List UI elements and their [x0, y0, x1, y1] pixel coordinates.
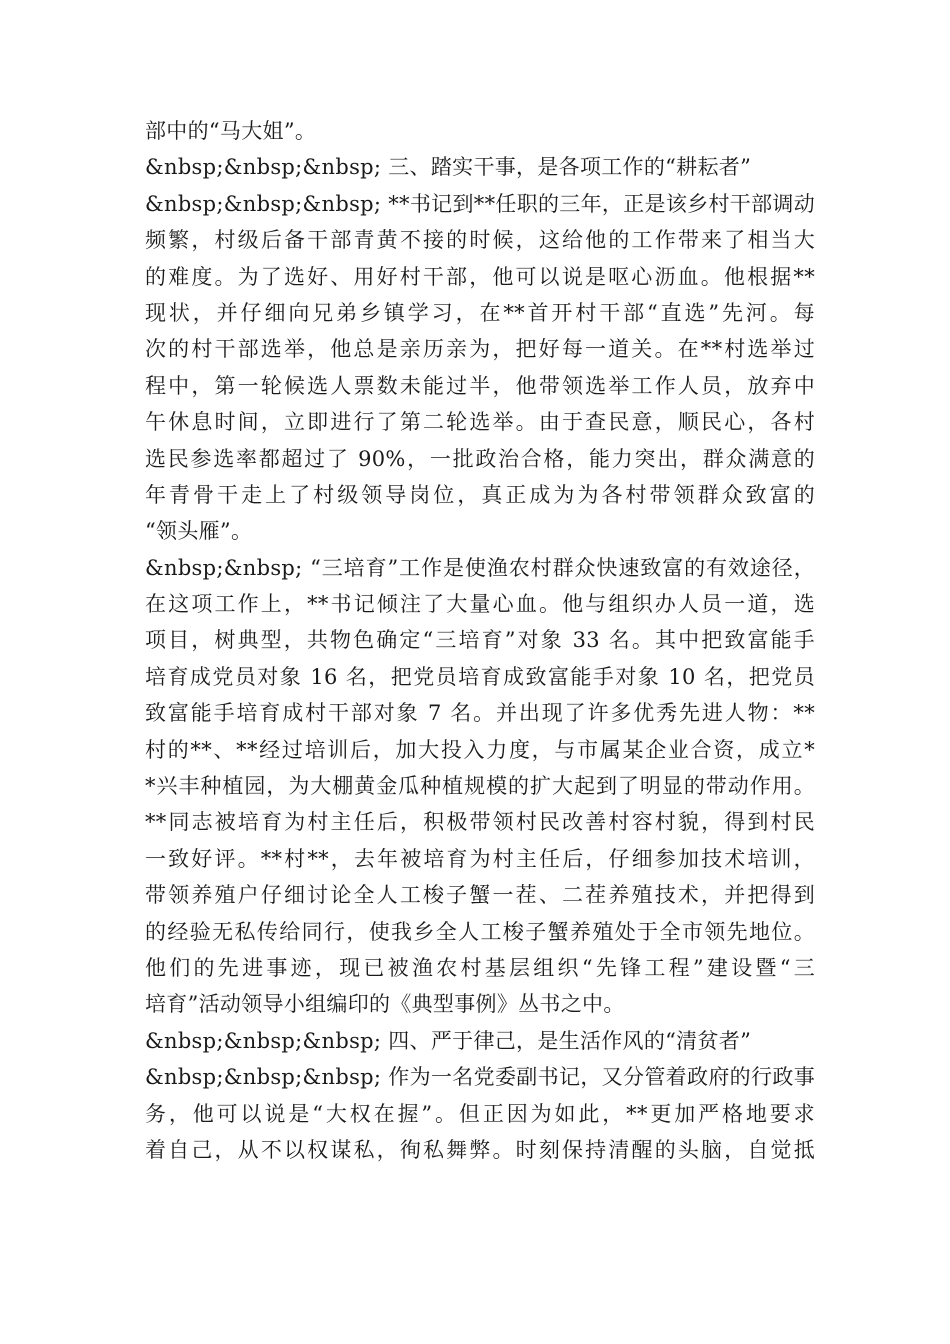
text-line: 现状，并仔细向兄弟乡镇学习，在**首开村干部“直选”先河。每 — [145, 300, 815, 325]
text-line: 的经验无私传给同行，使我乡全人工梭子蟹养殖处于全市领先地位。 — [145, 919, 815, 944]
text-line: 年青骨干走上了村级领导岗位，真正成为为各村带领群众致富的 — [145, 482, 815, 507]
text-line: 的难度。为了选好、用好村干部，他可以说是呕心沥血。他根据** — [145, 264, 815, 289]
text-line: 着自己，从不以权谋私，徇私舞弊。时刻保持清醒的头脑，自觉抵 — [145, 1137, 815, 1162]
text-line: &nbsp;&nbsp;&nbsp; 三、踏实干事，是各项工作的“耕耘者” — [145, 155, 752, 180]
text-line: 部中的“马大姐”。 — [145, 119, 317, 143]
text-line: 频繁，村级后备干部青黄不接的时候，这给他的工作带来了相当大 — [145, 228, 815, 253]
text-line: 选民参选率都超过了 90%，一批政治合格，能力突出，群众满意的 — [145, 446, 815, 471]
text-line: **同志被培育为村主任后，积极带领村民改善村容村貌，得到村民 — [145, 810, 815, 835]
text-line: 致富能手培育成村干部对象 7 名。并出现了许多优秀先进人物：** — [145, 701, 815, 726]
text-line: &nbsp;&nbsp;&nbsp; **书记到**任职的三年，正是该乡村干部调动 — [145, 191, 815, 216]
text-line: 培育成党员对象 16 名，把党员培育成致富能手对象 10 名，把党员 — [145, 664, 815, 689]
text-line: 在这项工作上，**书记倾注了大量心血。他与组织办人员一道，选 — [145, 592, 815, 617]
text-line: *兴丰种植园，为大棚黄金瓜种植规模的扩大起到了明显的带动作用。 — [145, 774, 815, 799]
text-line: 他们的先进事迹，现已被渔农村基层组织“先锋工程”建设暨“三 — [145, 955, 815, 980]
text-line: &nbsp;&nbsp; “三培育”工作是使渔农村群众快速致富的有效途径， — [145, 555, 815, 580]
text-line: 培育”活动领导小组编印的《典型事例》丛书之中。 — [145, 992, 625, 1017]
text-line: “领头雁”。 — [145, 519, 253, 544]
text-line: &nbsp;&nbsp;&nbsp; 四、严于律己，是生活作风的“清贫者” — [145, 1028, 752, 1053]
text-line: 次的村干部选举，他总是亲历亲为，把好每一道关。在**村选举过 — [145, 337, 815, 362]
text-line: 程中，第一轮候选人票数未能过半，他带领选举工作人员，放弃中 — [145, 373, 815, 398]
document-body — [145, 113, 815, 1168]
text-line: 一致好评。**村**，去年被培育为村主任后，仔细参加技术培训， — [145, 846, 815, 871]
text-line: 务，他可以说是“大权在握”。但正因为如此，**更加严格地要求 — [145, 1101, 815, 1126]
text-line: 午休息时间，立即进行了第二轮选举。由于查民意，顺民心，各村 — [145, 410, 815, 435]
text-line: 项目，树典型，共物色确定“三培育”对象 33 名。其中把致富能手 — [145, 628, 815, 653]
text-line: 带领养殖户仔细讨论全人工梭子蟹一茬、二茬养殖技术，并把得到 — [145, 883, 815, 908]
text-line: 村的**、**经过培训后，加大投入力度，与市属某企业合资，成立* — [145, 737, 815, 762]
text-line: &nbsp;&nbsp;&nbsp; 作为一名党委副书记，又分管着政府的行政事 — [145, 1065, 815, 1090]
